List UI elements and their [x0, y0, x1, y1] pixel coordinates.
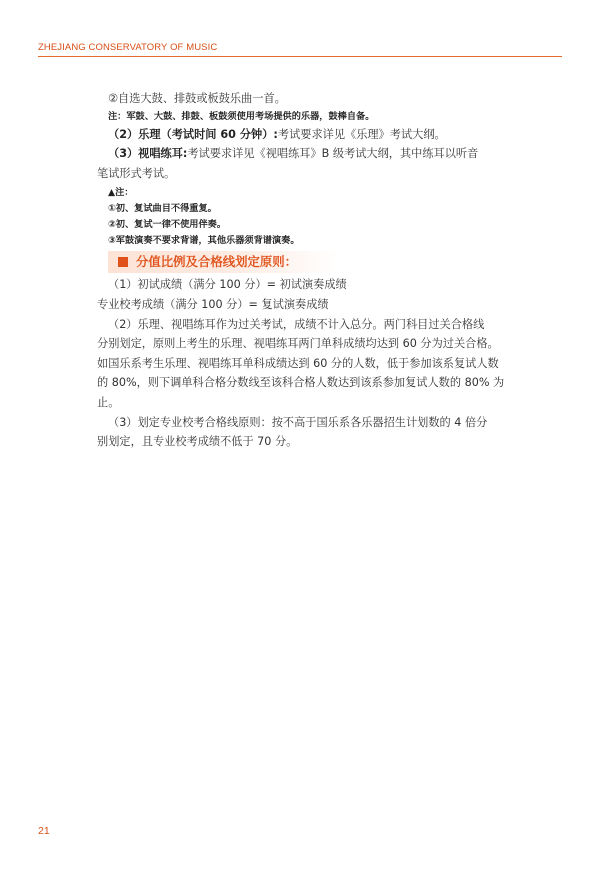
- paragraph-cutoff-rule: [97, 413, 528, 452]
- solfege-label: （3）视唱练耳:: [108, 147, 188, 161]
- paragraph-line: 分别划定，原则上考生的乐理、视唱练耳两门单科成绩均达到 60 分为过关合格。: [97, 337, 499, 351]
- section-title: 分值比例及合格线划定原则：: [136, 254, 298, 270]
- paragraph-pass-rule: [97, 315, 528, 413]
- paragraph-line: 别划定，且专业校考成绩不低于 70 分。: [97, 435, 298, 449]
- solfege-item: [108, 144, 528, 164]
- header-divider: [38, 56, 562, 57]
- theory-item: [108, 125, 528, 145]
- score-line-2: 专业校考成绩（满分 100 分）= 复试演奏成绩: [97, 297, 329, 311]
- section-heading: [108, 251, 340, 273]
- notes-title: ▲注：: [108, 187, 134, 199]
- note-item: ③军鼓演奏不要求背谱，其他乐器须背谱演奏。: [108, 235, 300, 247]
- paragraph-line: 的 80%，则下调单科合格分数线至该科合格人数达到该系参加复试人数的 80% 为: [97, 376, 505, 390]
- theory-label: （2）乐理（考试时间 60 分钟）:: [108, 127, 278, 141]
- page-number: 21: [38, 825, 50, 837]
- solfege-text-continued: 笔试形式考试。: [97, 166, 176, 180]
- paragraph-line: （2）乐理、视唱练耳作为过关考试，成绩不计入总分。两门科目过关合格线: [108, 317, 485, 331]
- theory-text: 考试要求详见《乐理》考试大纲。: [277, 127, 446, 141]
- page-content: [97, 89, 528, 452]
- solfege-text: 考试要求详见《视唱练耳》B 级考试大纲，其中练耳以听音: [187, 147, 479, 161]
- section-square-icon: [118, 257, 128, 267]
- drum-note: 注：军鼓、大鼓、排鼓、板鼓须使用考场提供的乐器，鼓棒自备。: [108, 110, 375, 122]
- paragraph-line: （3）划定专业校考合格线原则：按不高于国乐系各乐器招生计划数的 4 倍分: [108, 415, 488, 429]
- note-item: ②初、复试一律不使用伴奏。: [108, 219, 227, 231]
- paragraph-line: 止。: [97, 395, 120, 409]
- item-drum: ②自选大鼓、排鼓或板鼓乐曲一首。: [108, 92, 286, 105]
- note-item: ①初、复试曲目不得重复。: [108, 203, 217, 215]
- running-header: ZHEJIANG CONSERVATORY OF MUSIC: [38, 42, 218, 53]
- paragraph-line: 如国乐系考生乐理、视唱练耳单科成绩达到 60 分的人数，低于参加该系复试人数: [97, 356, 499, 370]
- score-line-1: （1）初试成绩（满分 100 分）= 初试演奏成绩: [108, 278, 347, 292]
- notes-block: [108, 185, 528, 249]
